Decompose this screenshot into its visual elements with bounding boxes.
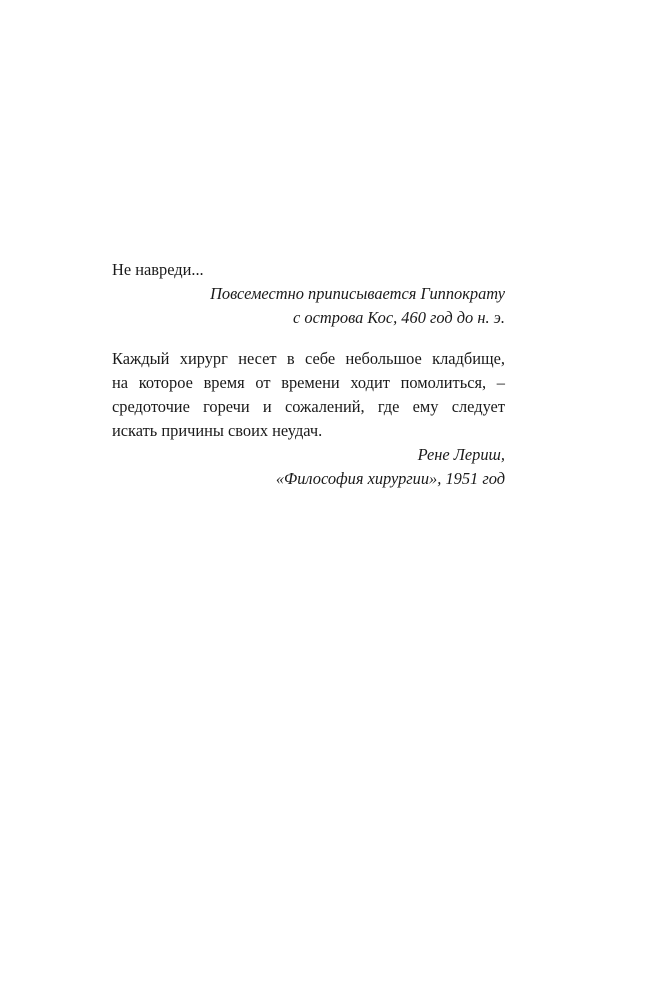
epigraph-quote-line: на которое время от времени ходит помолиться, – [112, 373, 505, 392]
epigraph-quote-line: искать причины своих неудач. [112, 421, 323, 440]
epigraph-attribution-line: «Философия хирургии», 1951 год [275, 469, 505, 488]
epigraph-attribution-line: с острова Кос, 460 год до н. э. [293, 308, 505, 327]
epigraph-leriche [112, 347, 505, 491]
epigraph-quote-line: Каждый хирург несет в себе небольшое кладбище, [112, 349, 505, 368]
epigraph-quote-line: Не навреди... [112, 260, 204, 279]
epigraph-attribution-line: Рене Лериш, [417, 445, 505, 464]
epigraph-quote-line: средоточие горечи и сожалений, где ему следует [112, 397, 505, 416]
epigraph-hippocrates [112, 258, 505, 330]
epigraphs-block [112, 258, 505, 491]
epigraph-attribution-line: Повсеместно приписывается Гиппократу [210, 284, 505, 303]
